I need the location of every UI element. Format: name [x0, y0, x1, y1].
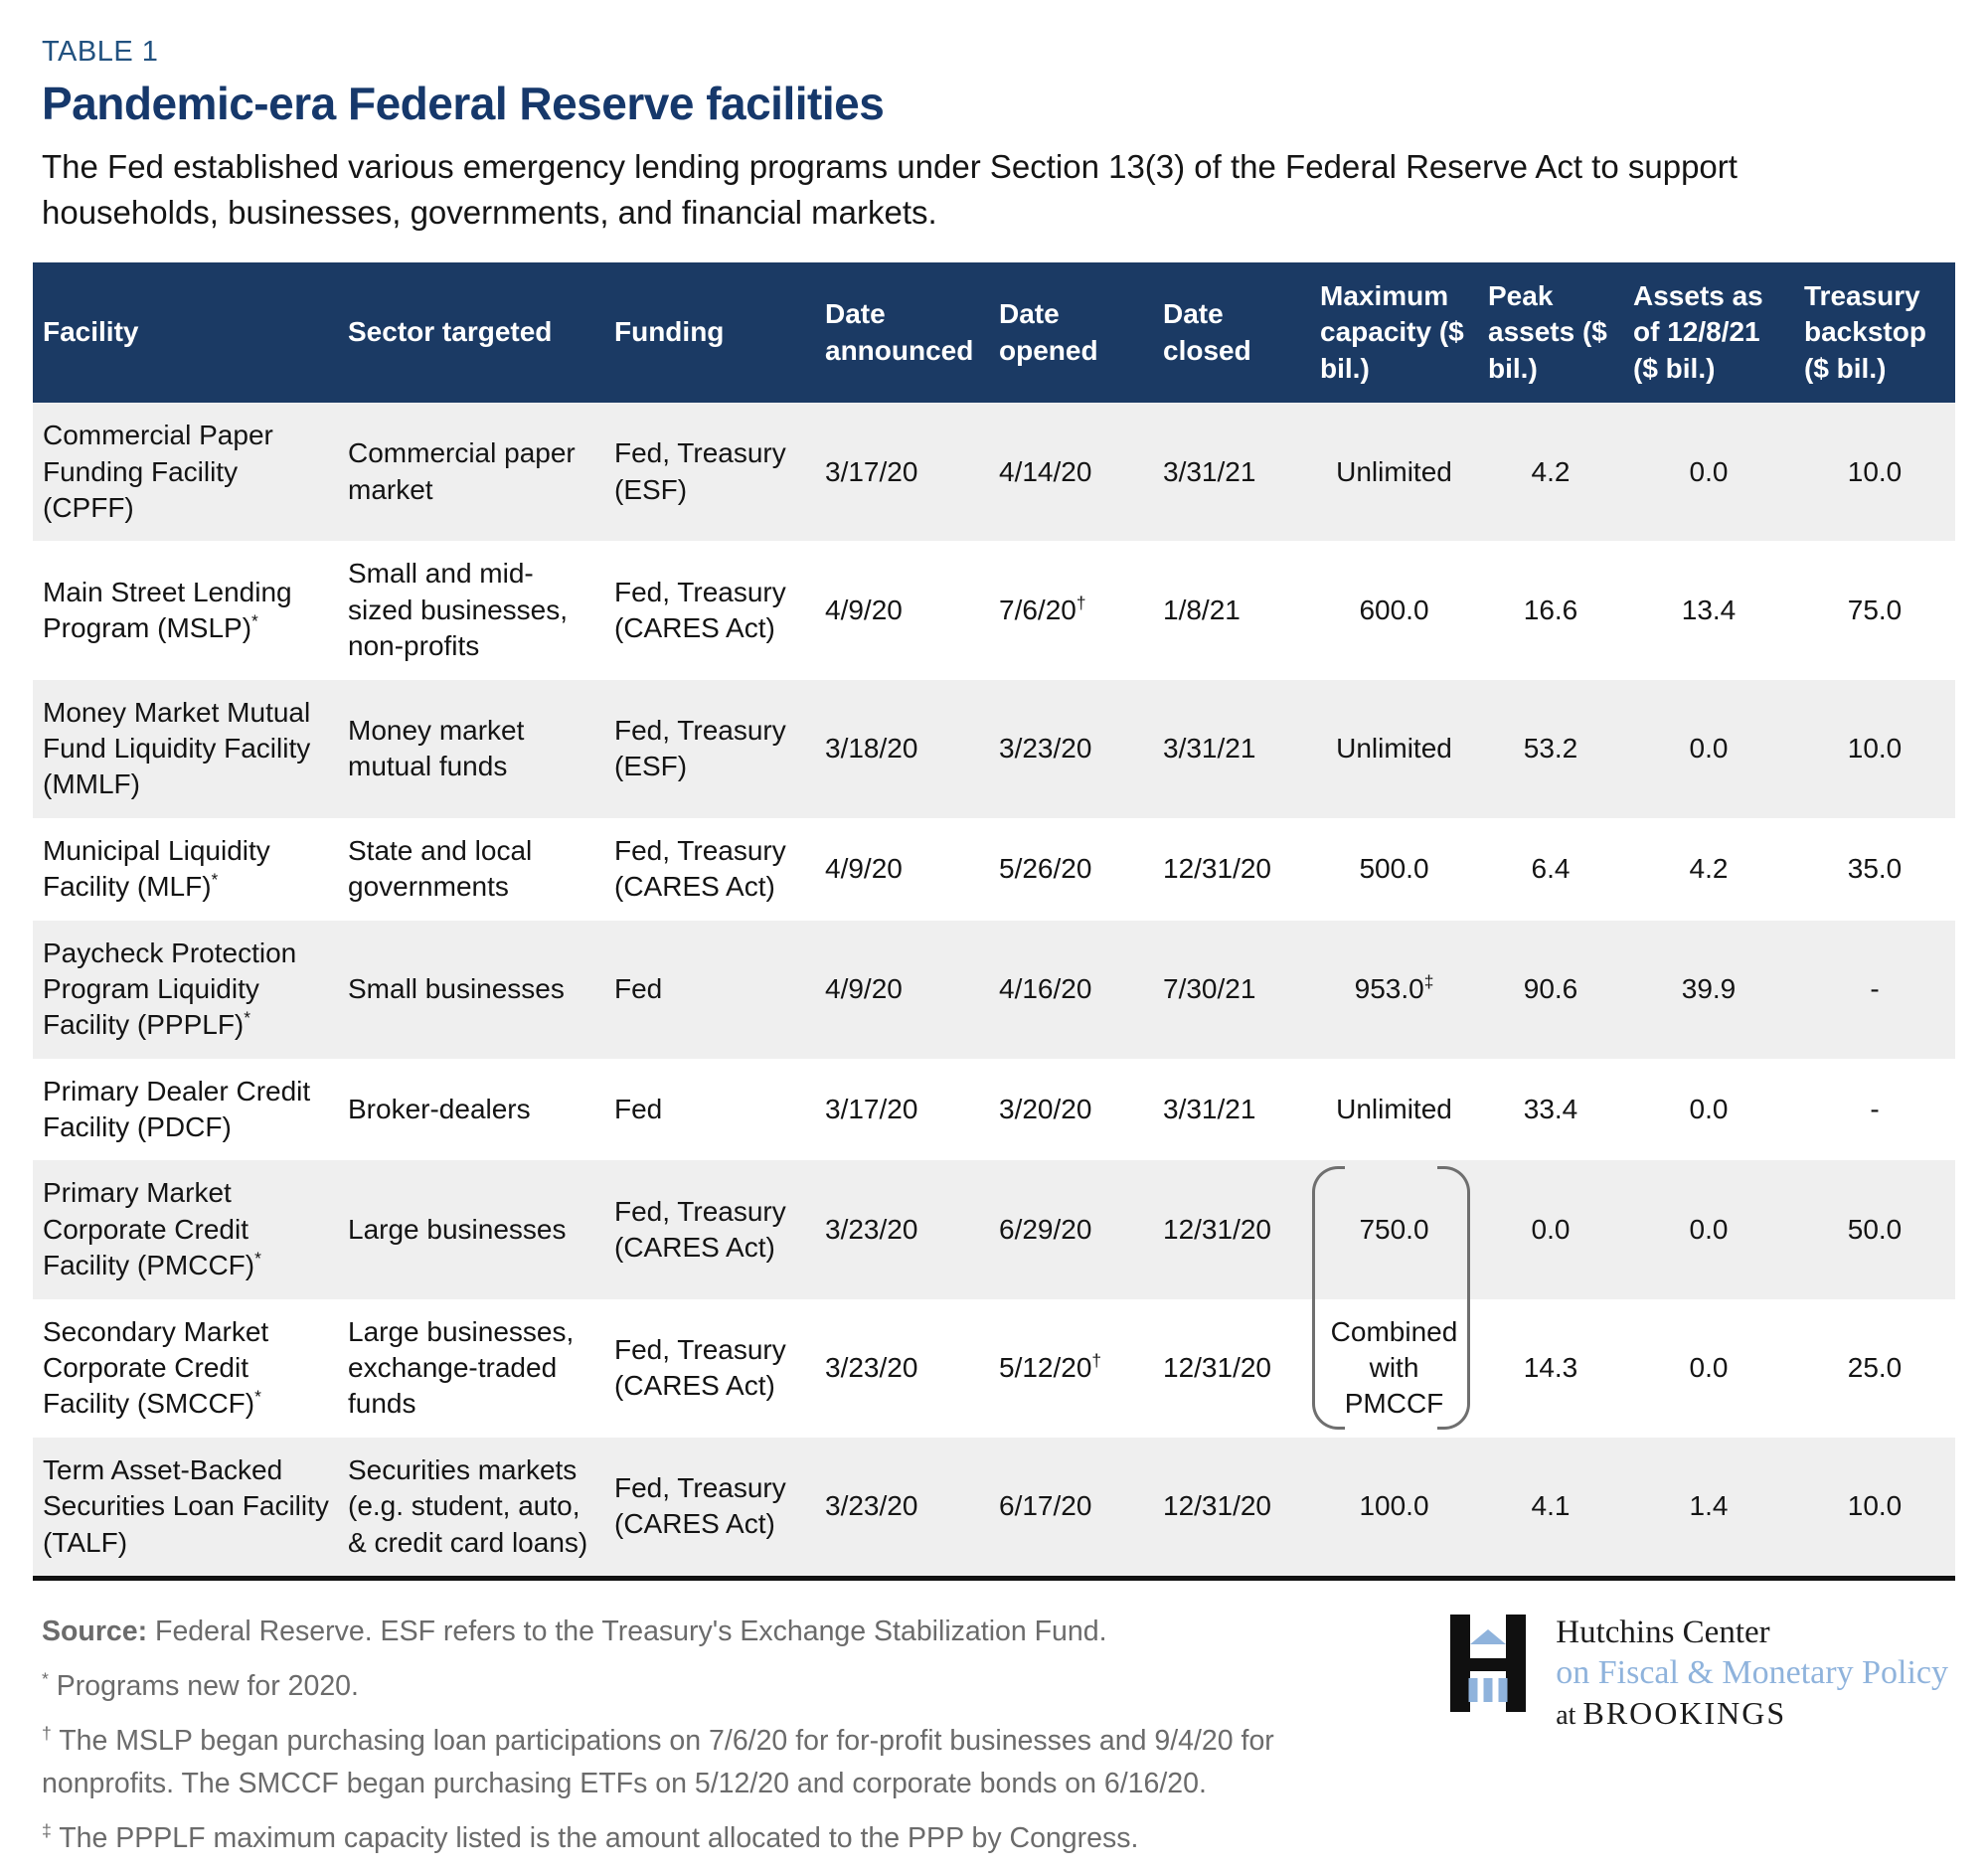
cell-backstop: 25.0: [1847, 1352, 1903, 1384]
logo-line2: on Fiscal & Monetary Policy: [1556, 1654, 1948, 1691]
footnote-marker: †: [1076, 593, 1086, 613]
cell-peak: 14.3: [1523, 1352, 1578, 1384]
cell-facility: Term Asset-Backed Securities Loan Facility (TALF): [43, 1453, 329, 1558]
cell-peak: 16.6: [1523, 594, 1578, 625]
building-roof-icon: [1470, 1629, 1506, 1644]
cell-sector: Large businesses: [348, 1213, 567, 1245]
column-header-funding: Funding: [604, 262, 815, 403]
cell-opened: 4/16/20: [999, 972, 1092, 1004]
cell-sector: Money market mutual funds: [348, 714, 525, 782]
footnotes: [42, 1611, 1369, 1872]
cell-announced: 3/23/20: [825, 1213, 918, 1245]
table-row: [33, 818, 1955, 921]
table-body: [33, 403, 1955, 1578]
cell-closed: 12/31/20: [1163, 1352, 1271, 1384]
cell-capacity: Combined with PMCCF: [1330, 1315, 1458, 1420]
cell-announced: 4/9/20: [825, 852, 903, 884]
cell-assets: 0.0: [1689, 1213, 1729, 1245]
cell-funding: Fed: [614, 1093, 663, 1124]
cell-backstop: 35.0: [1847, 852, 1903, 884]
cell-sector: Large businesses, exchange-traded funds: [348, 1315, 575, 1420]
source-note: [42, 1611, 1369, 1652]
column-header-facility: Facility: [33, 262, 338, 403]
cell-backstop: 75.0: [1847, 594, 1903, 625]
hutchins-center-logo: [1450, 1611, 1948, 1732]
cell-funding: Fed, Treasury (CARES Act): [614, 576, 786, 643]
cell-funding: Fed, Treasury (CARES Act): [614, 834, 786, 903]
cell-capacity: Unlimited: [1336, 732, 1452, 764]
column-header-backstop: Treasury backstop ($ bil.): [1794, 262, 1955, 403]
cell-closed: 3/31/21: [1163, 732, 1256, 764]
cell-capacity: 600.0: [1359, 594, 1429, 625]
facilities-table-wrap: [33, 262, 1955, 1581]
cell-opened: 4/14/20: [999, 455, 1092, 487]
cell-peak: 0.0: [1531, 1213, 1571, 1245]
cell-announced: 4/9/20: [825, 972, 903, 1004]
building-columns-icon: [1469, 1678, 1508, 1702]
cell-peak: 90.6: [1523, 972, 1578, 1004]
cell-funding: Fed, Treasury (CARES Act): [614, 1472, 786, 1540]
cell-closed: 7/30/21: [1163, 972, 1256, 1004]
cell-backstop: -: [1870, 1093, 1880, 1124]
cell-assets: 0.0: [1689, 1352, 1729, 1384]
cell-assets: 4.2: [1689, 852, 1729, 884]
facilities-table: [33, 262, 1955, 1581]
cell-facility: Municipal Liquidity Facility (MLF)*: [43, 834, 270, 903]
cell-funding: Fed: [614, 972, 663, 1004]
cell-facility: Primary Market Corporate Credit Facility (PMCCF)*: [43, 1177, 261, 1281]
cell-sector: Small businesses: [348, 972, 565, 1004]
cell-facility: Primary Dealer Credit Facility (PDCF): [43, 1075, 311, 1143]
cell-capacity: 500.0: [1359, 852, 1429, 884]
cell-announced: 4/9/20: [825, 594, 903, 625]
cell-assets: 13.4: [1681, 594, 1737, 625]
cell-announced: 3/23/20: [825, 1490, 918, 1522]
footnote-marker: *: [251, 610, 258, 631]
cell-capacity: Unlimited: [1336, 455, 1452, 487]
footnote-star-mark: *: [42, 1668, 49, 1689]
source-text: Federal Reserve. ESF refers to the Treasury's Exchange Stabilization Fund.: [147, 1616, 1107, 1647]
table-row: [33, 1438, 1955, 1579]
cell-opened: 5/12/20†: [999, 1350, 1102, 1384]
table-row: [33, 680, 1955, 818]
cell-sector: Commercial paper market: [348, 437, 576, 505]
footnote-dagger: † The MSLP began purchasing loan participations on 7/6/20 for for-profit businesses and 9/4/20 for nonprofits. The SMCCF began purchasing ETFs on 5/12/20 and corporate bonds on 6/16/20.: [42, 1723, 1274, 1799]
cell-peak: 53.2: [1523, 732, 1578, 764]
figure-footer: [0, 1581, 1988, 1872]
cell-assets: 0.0: [1689, 732, 1729, 764]
cell-facility: Money Market Mutual Fund Liquidity Facility (MMLF): [43, 696, 311, 800]
cell-assets: 0.0: [1689, 455, 1729, 487]
table-row: [33, 921, 1955, 1059]
cell-facility: Main Street Lending Program (MSLP)*: [43, 576, 292, 643]
cell-backstop: 10.0: [1847, 1490, 1903, 1522]
table-row: [33, 541, 1955, 679]
footnote-marker: †: [1091, 1350, 1102, 1371]
h-crossbar: [1470, 1658, 1506, 1671]
cell-announced: 3/18/20: [825, 732, 918, 764]
cell-capacity: Unlimited: [1336, 1093, 1452, 1124]
cell-opened: 6/29/20: [999, 1213, 1092, 1245]
logo-line1: Hutchins Center: [1556, 1615, 1770, 1650]
cell-funding: Fed, Treasury (ESF): [614, 437, 786, 505]
column-header-announced: Date announced: [815, 262, 989, 403]
cell-backstop: 50.0: [1847, 1213, 1903, 1245]
table-row: [33, 403, 1955, 541]
source-label: Source:: [42, 1616, 148, 1647]
cell-sector: Broker-dealers: [348, 1093, 531, 1124]
cell-sector: Small and mid-sized businesses, non-profits: [348, 558, 569, 662]
footnote-marker: ‡: [1423, 971, 1434, 992]
logo-text: [1556, 1615, 1948, 1732]
cell-backstop: -: [1870, 972, 1880, 1004]
page-subtitle: The Fed established various emergency lending programs under Section 13(3) of the Federal Reserve Act to support households, businesses, governments, and financial markets.: [42, 148, 1738, 231]
cell-opened: 6/17/20: [999, 1490, 1092, 1522]
cell-announced: 3/23/20: [825, 1352, 918, 1384]
footnote-marker: *: [254, 1248, 261, 1269]
cell-capacity: 953.0‡: [1354, 971, 1434, 1004]
cell-announced: 3/17/20: [825, 1093, 918, 1124]
cell-assets: 1.4: [1689, 1490, 1729, 1522]
cell-funding: Fed, Treasury (CARES Act): [614, 1333, 786, 1402]
cell-assets: 0.0: [1689, 1093, 1729, 1124]
column-header-opened: Date opened: [989, 262, 1153, 403]
cell-facility: Secondary Market Corporate Credit Facility (SMCCF)*: [43, 1315, 269, 1420]
cell-closed: 12/31/20: [1163, 852, 1271, 884]
cell-sector: Securities markets (e.g. student, auto, & credit card loans): [348, 1453, 588, 1558]
cell-funding: Fed, Treasury (ESF): [614, 714, 786, 782]
cell-closed: 3/31/21: [1163, 455, 1256, 487]
column-header-sector: Sector targeted: [338, 262, 604, 403]
cell-assets: 39.9: [1681, 972, 1737, 1004]
page-title: Pandemic-era Federal Reserve facilities: [42, 78, 885, 129]
cell-facility: Paycheck Protection Program Liquidity Facility (PPPLF)*: [43, 936, 297, 1041]
table-row: [33, 1299, 1955, 1438]
cell-announced: 3/17/20: [825, 455, 918, 487]
cell-opened: 5/26/20: [999, 852, 1092, 884]
header-row: [33, 262, 1955, 403]
cell-peak: 4.1: [1531, 1490, 1571, 1522]
figure-header: [0, 0, 1988, 235]
cell-backstop: 10.0: [1847, 732, 1903, 764]
cell-opened: 3/23/20: [999, 732, 1092, 764]
footnote-marker: *: [211, 869, 219, 890]
h-left-bar: [1450, 1615, 1470, 1712]
cell-closed: 12/31/20: [1163, 1213, 1271, 1245]
footnote-marker: *: [244, 1007, 251, 1028]
table-eyebrow: TABLE 1: [42, 36, 159, 68]
cell-peak: 4.2: [1531, 455, 1571, 487]
cell-peak: 33.4: [1523, 1093, 1578, 1124]
cell-peak: 6.4: [1531, 852, 1571, 884]
column-header-capacity: Maximum capacity ($ bil.): [1310, 262, 1478, 403]
footnote-star: * Programs new for 2020.: [42, 1668, 359, 1703]
cell-capacity: 100.0: [1359, 1490, 1429, 1522]
cell-opened: 3/20/20: [999, 1093, 1092, 1124]
cell-capacity: 750.0: [1359, 1213, 1429, 1245]
footnote-double-dagger-mark: ‡: [42, 1820, 52, 1841]
footnote-double-dagger: ‡ The PPPLF maximum capacity listed is the amount allocated to the PPP by Congress.: [42, 1820, 1139, 1854]
column-header-peak: Peak assets ($ bil.): [1478, 262, 1623, 403]
cell-closed: 12/31/20: [1163, 1490, 1271, 1522]
cell-backstop: 10.0: [1847, 455, 1903, 487]
footnote-dagger-mark: †: [42, 1723, 52, 1744]
column-header-closed: Date closed: [1153, 262, 1310, 403]
table-row: [33, 1160, 1955, 1298]
table-row: [33, 1059, 1955, 1161]
cell-facility: Commercial Paper Funding Facility (CPFF): [43, 420, 273, 524]
footnote-marker: *: [254, 1387, 261, 1408]
cell-closed: 1/8/21: [1163, 594, 1241, 625]
column-header-assets: Assets as of 12/8/21 ($ bil.): [1623, 262, 1794, 403]
cell-funding: Fed, Treasury (CARES Act): [614, 1195, 786, 1264]
table-header: [33, 262, 1955, 403]
cell-opened: 7/6/20†: [999, 593, 1086, 625]
brookings-wordmark: BROOKINGS: [1582, 1695, 1787, 1731]
cell-closed: 3/31/21: [1163, 1093, 1256, 1124]
logo-line3: at BROOKINGS: [1556, 1695, 1787, 1731]
h-right-bar: [1506, 1615, 1526, 1712]
cell-sector: State and local governments: [348, 834, 533, 903]
hutchins-h-icon: [1450, 1615, 1526, 1712]
